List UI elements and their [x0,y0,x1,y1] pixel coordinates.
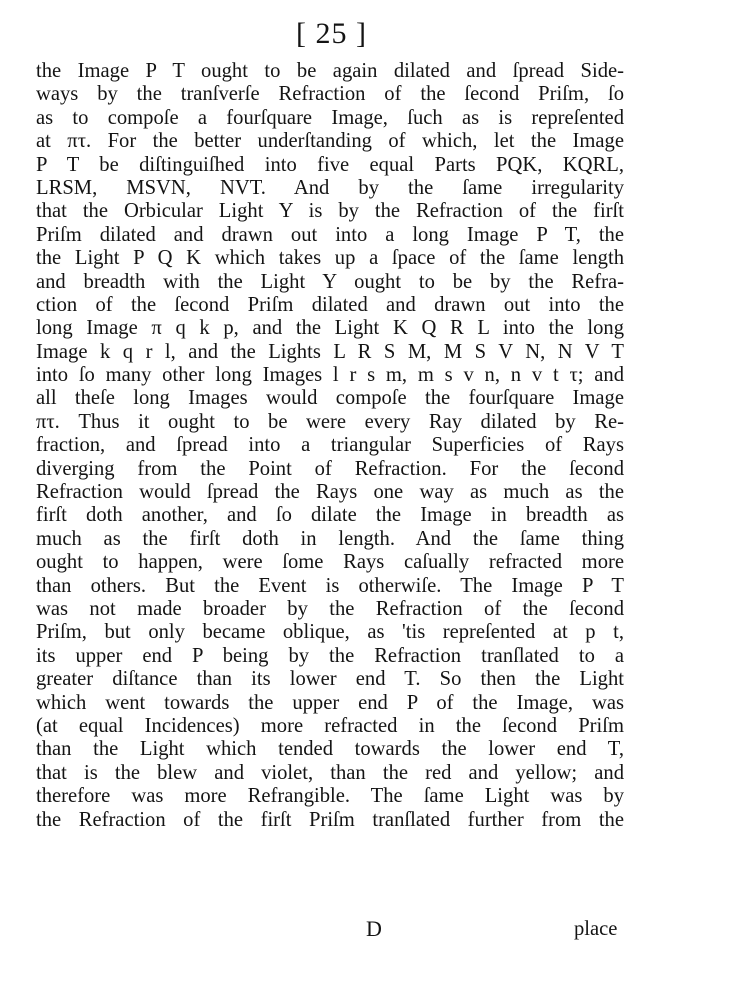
text-line: therefore was more Refrangible. The ſame Light was by [36,785,624,808]
text-line: long Image π q k p, and the Light K Q R L into the long [36,317,624,340]
text-line: than others. But the Event is otherwiſe. The Image P T [36,574,624,597]
text-line: ction of the ſecond Priſm dilated and drawn out into the [36,293,624,316]
text-line: which went towards the upper end P of the Image, was [36,691,624,714]
text-line: the Image P T ought to be again dilated and ſpread Side- [36,60,624,82]
text-line: ought to happen, were ſome Rays caſually refracted more [36,551,624,574]
text-line: greater diſtance than its lower end T. So then the Light [36,668,624,691]
text-line: (at equal Incidences) more refracted in the ſecond Priſm [36,714,624,737]
text-line: into ſo many other long Images l r s m, m s v n, n v t τ; and [36,364,624,387]
text-line: diverging from the Point of Refraction. For the ſecond [36,457,624,480]
text-line: Priſm dilated and drawn out into a long Image P T, the [36,223,624,246]
signature-mark: D [366,916,382,941]
text-line: firſt doth another, and ſo dilate the Image in breadth as [36,504,624,527]
text-line: and breadth with the Light Y ought to be by the Refra- [36,270,624,293]
text-line: Refraction would ſpread the Rays one way as much as the [36,481,624,504]
text-line: than the Light which tended towards the lower end T, [36,738,624,761]
text-line: its upper end P being by the Refraction tranſlated to a [36,644,624,667]
text-line: Image k q r l, and the Lights L R S M, M S V N, N V T [36,340,624,363]
text-line: the Refraction of the firſt Priſm tranſlated further from the [36,808,624,831]
text-line: P T be diſtinguiſhed into five equal Parts PQK, KQRL, [36,153,624,176]
text-line: LRSM, MSVN, NVT. And by the ſame irregularity [36,176,624,199]
text-line: all theſe long Images would compoſe the fourſquare Image [36,387,624,410]
page-number: [ 25 ] [296,17,367,50]
text-line: fraction, and ſpread into a triangular Superficies of Rays [36,434,624,457]
text-line: was not made broader by the Refraction of the ſecond [36,597,624,620]
text-line: πτ. Thus it ought to be were every Ray dilated by Re- [36,410,624,433]
text-line: much as the firſt doth in length. And the ſame thing [36,527,624,550]
text-line: Priſm, but only became oblique, as 'tis repreſented at p t, [36,621,624,644]
catchword: place [574,918,618,940]
text-line: at πτ. For the better underſtanding of which, let the Image [36,130,624,153]
text-line: the Light P Q K which takes up a ſpace of the ſame length [36,247,624,270]
text-line: that the Orbicular Light Y is by the Refraction of the firſt [36,200,624,223]
text-line: as to compoſe a fourſquare Image, ſuch as is repreſented [36,106,624,129]
text-line: that is the blew and violet, than the red and yellow; and [36,761,624,784]
text-line: ways by the tranſverſe Refraction of the ſecond Priſm, ſo [36,83,624,106]
body-text [36,60,624,832]
